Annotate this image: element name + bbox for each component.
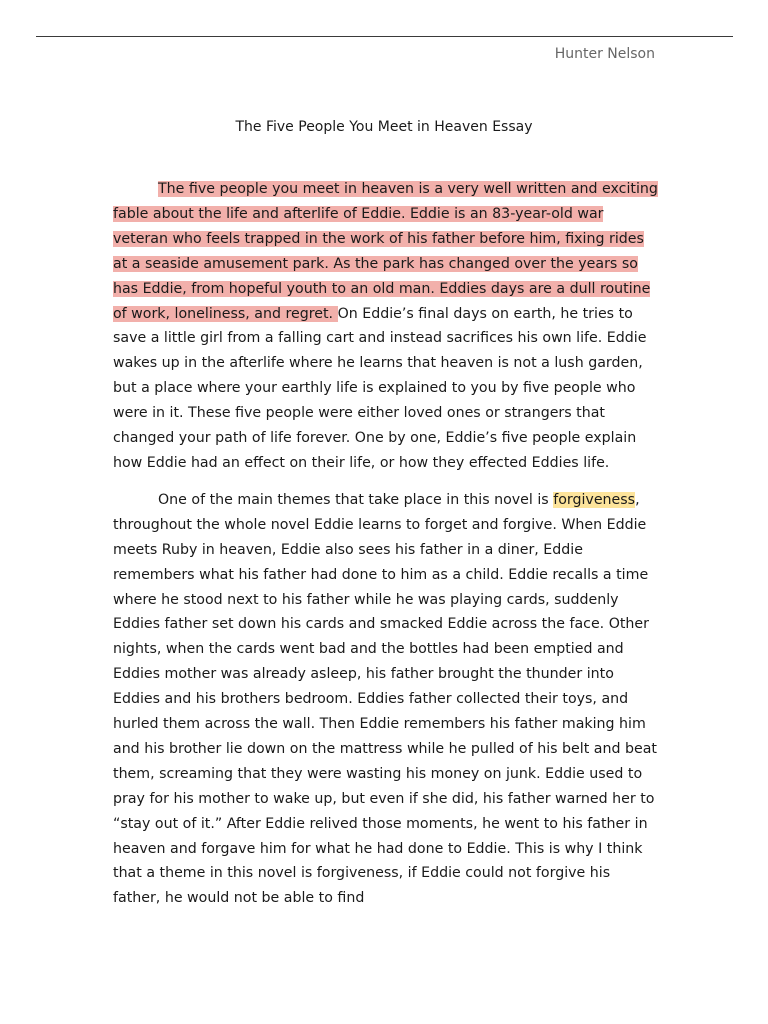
highlighted-text: The five people you meet in heaven is a very well written and exciting fable about the life and afterlife of Eddie. Eddie is an 83-year-old war veteran who feels trapped in the work of his father before him, fixing rides at a seaside amusement park. As the park has changed over the years so has Eddie, from hopeful youth to an old man. Eddies days are a dull routine of work, loneliness, and regret. [113,181,658,322]
author-name: Hunter Nelson [554,46,655,62]
paragraph-text: On Eddie’s final days on earth, he tries to save a little girl from a falling cart and instead sacrifices his own life. Eddie wakes up in the afterlife where he learns that heaven is not a lush garden, but a place where your earthly life is explained to you by five people who were in it. These five people were either loved ones or strangers that changed your path of life forever. One by one, Eddie’s five people explain how Eddie had an effect on their life, or how they effected Eddies life. [113,305,647,471]
paragraph-text: One of the main themes that take place in this novel is [158,491,554,508]
paragraph-2 [113,488,658,911]
essay-body [113,177,658,923]
header-rule [36,36,733,37]
document-title: The Five People You Meet in Heaven Essay [235,119,533,135]
highlighted-keyword: forgiveness [553,491,636,508]
paragraph-1 [113,177,658,476]
paragraph-text: , throughout the whole novel Eddie learns to forget and forgive. When Eddie meets Ruby in heaven, Eddie also sees his father in a diner, Eddie remembers what his father had done to him as a child. Eddie recalls a time where he stood next to his father while he was playing cards, suddenly Eddies father set down his cards and smacked Eddie across the face. Other nights, when the cards went bad and the bottles had been emptied and Eddies mother was already asleep, his father brought the thunder into Eddies and his brothers bedroom. Eddies father collected their toys, and hurled them across the wall. Then Eddie remembers his father making him and his brother lie down on the mattress while he pulled of his belt and beat them, screaming that they were wasting his money on junk. Eddie used to pray for his mother to wake up, but even if she did, his father warned her to “stay out of it.” After Eddie relived those moments, he went to his father in heaven and forgave him for what he had done to Eddie. This is why I think that a theme in this novel is forgiveness, if Eddie could not forgive his father, he would not be able to find [113,491,657,907]
